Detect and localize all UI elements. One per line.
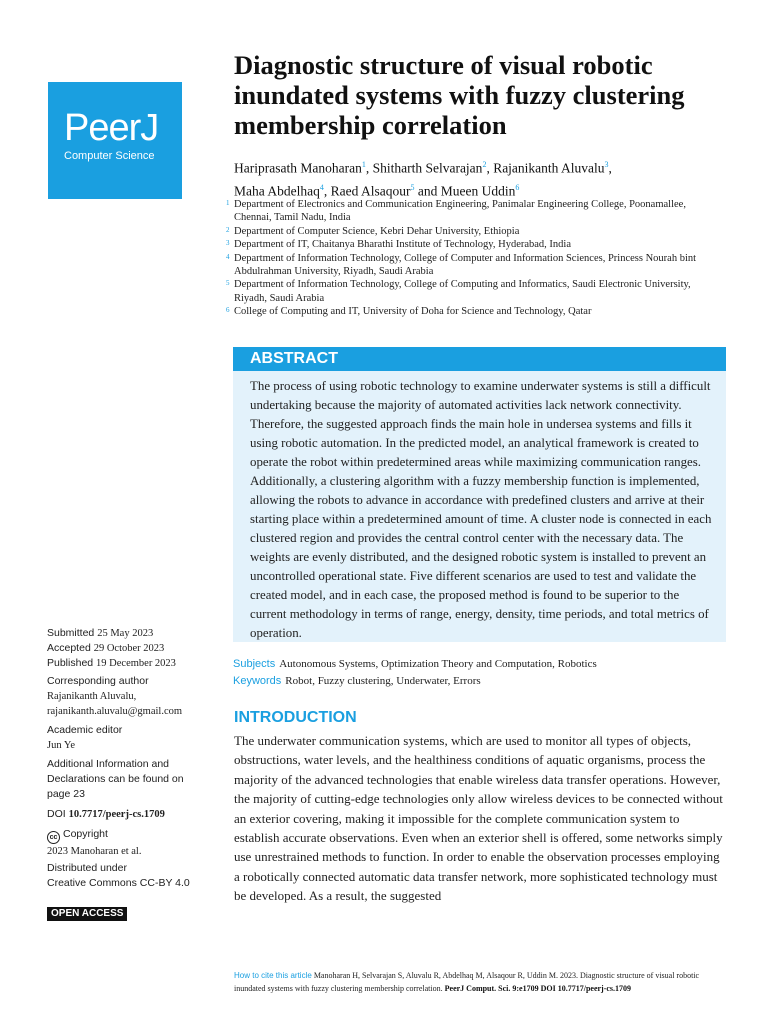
accepted-date: 29 October 2023 [93, 643, 165, 654]
keywords-label: Keywords [233, 675, 282, 687]
accepted-label: Accepted [47, 642, 91, 654]
doi-link[interactable]: 10.7717/peerj-cs.1709 [68, 809, 165, 820]
author-name[interactable]: Rajanikanth Aluvalu [493, 160, 605, 176]
author-affil-ref: 2 [482, 160, 487, 169]
corresponding-block [47, 674, 217, 719]
license-block [47, 861, 217, 891]
affiliation-text: Department of IT, Chaitanya Bharathi Institute of Technology, Hyderabad, India [234, 239, 572, 251]
copyright-label: Copyright [63, 828, 108, 840]
author-name[interactable]: Hariprasath Manoharan [234, 160, 362, 176]
copyright-block [47, 827, 217, 859]
author-list: Hariprasath Manoharan$^1$, Shitharth Selvarajan$^2$, Rajanikanth Aluvalu$^3$, Maha Abdelhaq$^4$, Raed Alsaqour$^5$ and Mueen Uddin$^6$ [234, 160, 612, 198]
abstract-text: The process of using robotic technology to examine underwater systems is still a difficult undertaking because the majority of automated activities lack network connectivity. Therefore, the suggested approach finds the main hole in undersea systems and fills it using robotic automation. In the predicted model, an analytical framework is created to operate the robot within predetermined areas while maximizing communication ranges. Additionally, a clustering algorithm with a fuzzy membership function is implemented, allowing the robots to advance in accordance with predefined clusters and arrive at their starting place within a predetermined amount of time. A cluster node is connected in each clustered region and provides the central control center with the necessary data. The weights are evenly distributed, and the designed robotic system is installed to prevent an uncontrolled operational state. Five different scenarios are used to test and validate the created model, and in each case, the proposed method is found to be superior to the current methodology in terms of range, energy, density, time periods, and total metrics of operation. [233, 371, 726, 642]
author-affil-ref: 1 [361, 160, 366, 169]
introduction-text: The underwater communication systems, which are used to monitor all types of objects, obstructions, water levels, and the healthiness conditions of aquatic organisms, process the majority of the advanced technologies that enable wireless data transfer operations. However, the majority of cutting-edge technologies only allow wireless devices to be connected without an exterior covering, making it impossible for the complete communication system to establish accurate observations. Even when an exterior shell is offered, some networks simply use unrestrained methods to function. In order to enable the observation processes employing a robotically connected automatic data transfer network, more sophisticated technology must be developed. As a result, the suggested [234, 733, 723, 904]
author-name[interactable]: Shitharth Selvarajan [372, 160, 483, 176]
editor-block [47, 723, 217, 753]
affiliation-item [226, 198, 726, 225]
keywords-text: Robot, Fuzzy clustering, Underwater, Errors [285, 675, 481, 687]
introduction-heading: INTRODUCTION [234, 709, 357, 726]
affiliation-list [226, 198, 726, 319]
author-name[interactable]: Mueen Uddin [440, 183, 516, 198]
peerj-logo [48, 82, 182, 199]
citation-label: How to cite this article [234, 971, 312, 980]
affiliation-item [226, 278, 726, 305]
doi-line [47, 807, 217, 822]
author-name[interactable]: Raed Alsaqour [330, 183, 411, 198]
doi-label: DOI [47, 808, 66, 820]
affiliation-item [226, 225, 726, 238]
cc-icon: cc [47, 831, 60, 844]
dates-block [47, 626, 217, 671]
affiliation-text: Department of Information Technology, College of Computer and Information Sciences, Princess Nourah bint Abdulrahman University, Riyadh, Saudi Arabia [234, 252, 697, 278]
citation-text: Manoharan H, Selvarajan S, Aluvalu R, Abdelhaq M, Alsaqour R, Uddin M. 2023. Diagnostic structure of visual robotic inundated systems with fuzzy clustering membership correlation. [234, 971, 700, 993]
logo-subtitle: Computer Science [64, 150, 155, 162]
article-title: Diagnostic structure of visual robotic inundated systems with fuzzy clustering membership correlation [234, 50, 685, 140]
affiliation-number: 6 [226, 306, 230, 315]
affiliation-number: 1 [226, 199, 230, 207]
editor-label: Academic editor [47, 724, 123, 736]
published-date: 19 December 2023 [96, 658, 176, 669]
copyright-line [47, 827, 217, 844]
author-affil-ref: 6 [515, 182, 520, 192]
subjects-line [233, 656, 728, 672]
affiliation-text: Department of Information Technology, College of Computing and Informatics, Saudi Electronic University, Riyadh, Saudi Arabia [234, 279, 691, 304]
corresponding-email[interactable]: rajanikanth.aluvalu@gmail.com [47, 706, 183, 717]
author-affil-ref: 3 [604, 160, 609, 169]
author-affil-ref: 4 [319, 182, 324, 192]
affiliation-text: Department of Computer Science, Kebri Dehar University, Ethiopia [234, 225, 520, 237]
affiliation-item [226, 238, 726, 251]
license-link[interactable]: Creative Commons CC-BY 4.0 [47, 877, 190, 889]
abstract-heading: ABSTRACT [233, 347, 726, 371]
affiliation-text: College of Computing and IT, University of Doha for Science and Technology, Qatar [234, 306, 592, 318]
affiliation-number: 2 [226, 225, 230, 234]
keywords-line [233, 673, 728, 689]
published-label: Published [47, 657, 94, 669]
corresponding-name: Rajanikanth Aluvalu, [47, 691, 137, 702]
citation-journal[interactable]: PeerJ Comput. Sci. 9:e1709 DOI 10.7717/peerj-cs.1709 [444, 984, 632, 993]
affiliation-number: 4 [226, 252, 230, 261]
submitted-line [47, 626, 217, 641]
accepted-line [47, 641, 217, 656]
subjects-text[interactable]: Autonomous Systems, Optimization Theory and Computation, Robotics [279, 658, 597, 670]
affiliation-number: 5 [226, 279, 230, 288]
affiliation-item [226, 252, 726, 279]
affiliation-item [226, 305, 726, 318]
additional-info[interactable]: Additional Information and Declarations can be found on page 23 [47, 758, 184, 800]
affiliation-number: 3 [226, 239, 230, 248]
citation-footer [234, 969, 730, 995]
submitted-label: Submitted [47, 627, 95, 639]
published-line [47, 656, 217, 671]
submitted-date: 25 May 2023 [97, 628, 154, 639]
distributed-label: Distributed under [47, 862, 127, 874]
editor-name: Jun Ye [47, 740, 76, 751]
subjects-label: Subjects [233, 658, 276, 670]
logo-name: PeerJ [64, 107, 159, 149]
author-affil-ref: 5 [410, 182, 415, 192]
author-name[interactable]: Maha Abdelhaq [234, 183, 320, 198]
corresponding-label: Corresponding author [47, 675, 149, 687]
copyright-holder: 2023 Manoharan et al. [47, 846, 142, 857]
affiliation-text: Department of Electronics and Communication Engineering, Panimalar Engineering College, Poonamallee, Chennai, Tamil Nadu, India [234, 199, 686, 224]
open-access-badge: OPEN ACCESS [47, 907, 127, 921]
